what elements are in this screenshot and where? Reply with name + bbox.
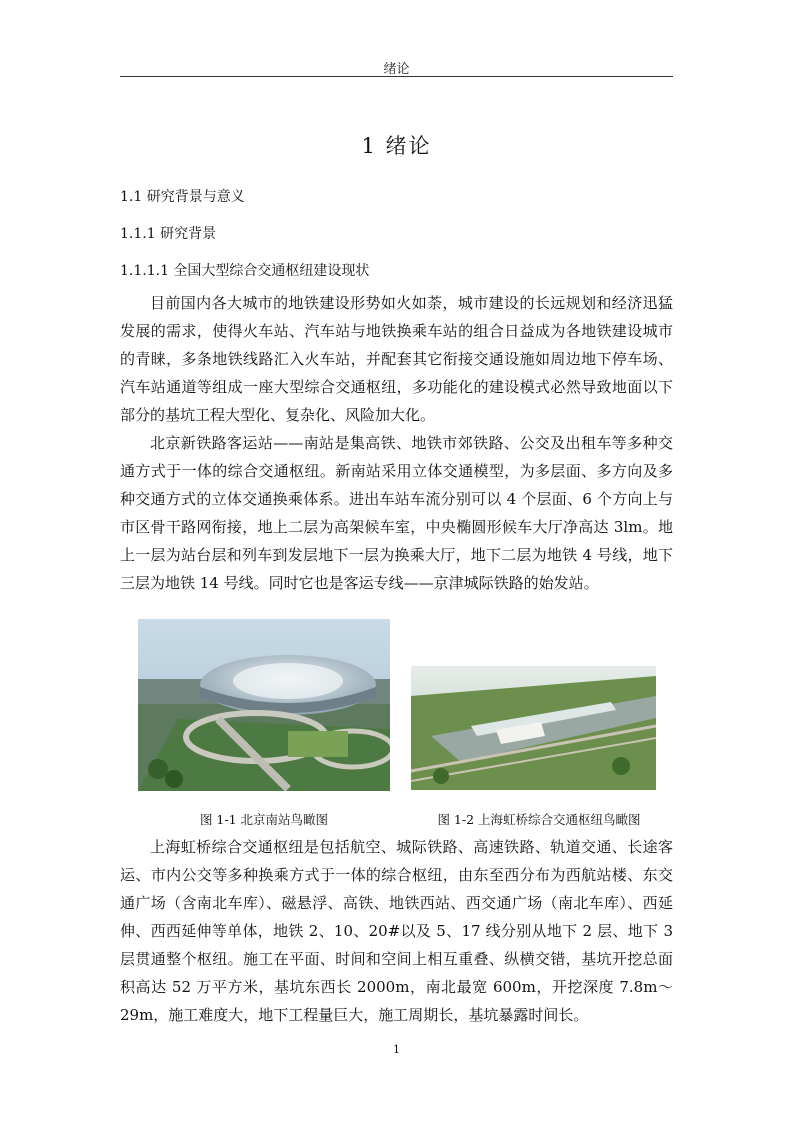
figure-shanghai-hongqiao-hub <box>411 666 656 790</box>
figure-caption-1-1: 图 1-1 北京南站鸟瞰图 <box>199 812 329 827</box>
paragraph-construction-status: 目前国内各大城市的地铁建设形势如火如荼，城市建设的长远规划和经济迅猛发展的需求，使得火车站、汽车站与地铁换乘车站的组合日益成为各地铁建设城市的青睐，多条地铁线路汇入火车站，并配套其它衔接交通设施如周边地下停车场、汽车站通道等组成一座大型综合交通枢纽，多功能化的建设模式必然导致地面以下部分的基坑工程大型化、复杂化、风险加大化。 <box>120 294 673 424</box>
header-rule <box>120 76 673 77</box>
chapter-title: 1 绪论 <box>361 134 432 158</box>
running-header: 绪论 <box>383 62 410 77</box>
paragraph-shanghai-hongqiao: 上海虹桥综合交通枢纽是包括航空、城际铁路、高速铁路、轨道交通、长途客运、市内公交等多种换乘方式于一体的综合枢纽，由东至西分布为西航站楼、东交通广场（含南北车库）、磁悬浮、高铁、地铁西站、西交通广场（南北车库）、西延伸、西西延伸等单体，地铁 2、10、20#以及 5、17 线分别从地下 2 层、地下 3 层贯通整个枢纽。施工在平面、时间和空间上相互重叠、纵横交错，基坑开挖总面积高达 52 万平方米，基坑东西长 2000m，南北最宽 600m，开挖深度 7.8m～29m，施工难度大，地下工程量巨大，施工周期长，基坑暴露时间长。 <box>120 838 673 1024</box>
figure-beijing-south-station <box>138 619 390 791</box>
figure-caption-1-2: 图 1-2 上海虹桥综合交通枢纽鸟瞰图 <box>437 812 641 827</box>
section-heading-1-1-1-1: 1.1.1.1 全国大型综合交通枢纽建设现状 <box>120 263 370 279</box>
section-heading-1-1: 1.1 研究背景与意义 <box>120 189 245 205</box>
page-number: 1 <box>393 1043 400 1056</box>
section-heading-1-1-1: 1.1.1 研究背景 <box>120 226 217 242</box>
paragraph-beijing-south: 北京新铁路客运站——南站是集高铁、地铁市郊铁路、公交及出租车等多种交通方式于一体的综合交通枢纽。新南站采用立体交通模型，为多层面、多方向及多种交通方式的立体交通换乘体系。进出车站车流分别可以 4 个层面、6 个方向上与市区骨干路网衔接，地上二层为高架候车室，中央椭圆形候车大厅净高达 3lm。地上一层为站台层和列车到发层地下一层为换乘大厅，地下二层为地铁 4 号线，地下三层为地铁 14 号线。同时它也是客运专线——京津城际铁路的始发站。 <box>120 434 673 592</box>
